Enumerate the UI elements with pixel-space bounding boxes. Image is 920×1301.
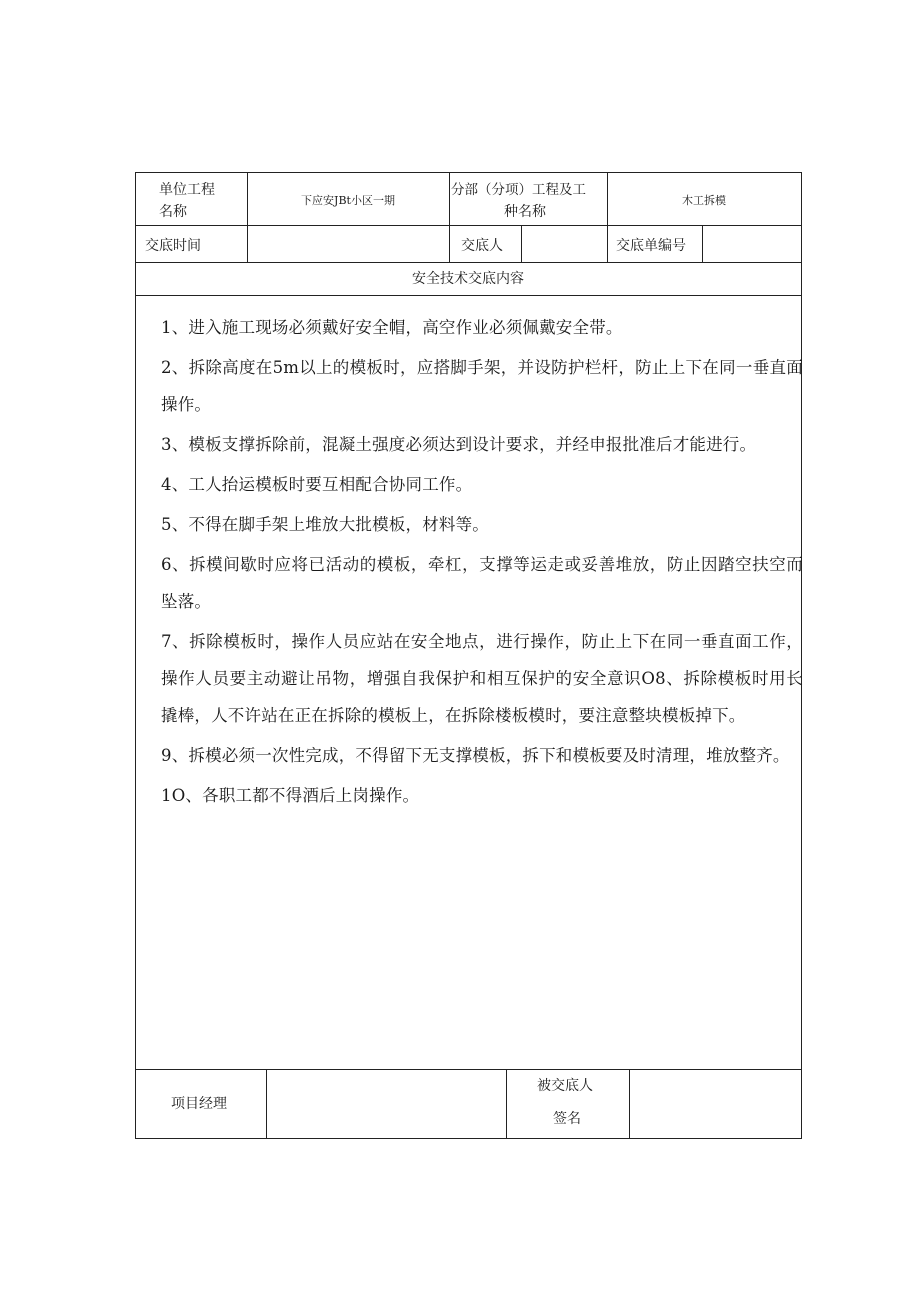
sub-project-value[interactable]: 木工拆模 (682, 194, 726, 207)
content-item-6: 6、拆模间歇时应将已活动的模板，牵杠，支撑等运走或妥善堆放，防止因踏空扶空而坠落。 (161, 555, 803, 611)
safety-content-list (161, 309, 803, 814)
content-item-1: 1、进入施工现场必须戴好安全帽，高空作业必须佩戴安全带。 (161, 318, 623, 337)
row-divider-3 (135, 295, 801, 296)
content-item-4: 4、工人抬运模板时要互相配合协同工作。 (161, 475, 473, 494)
content-item-9: 9、拆模必须一次性完成，不得留下无支撑模板，拆下和模板要及时清理，堆放整齐。 (161, 746, 790, 765)
content-item-5: 5、不得在脚手架上堆放大批模板，材料等。 (161, 515, 489, 534)
sub-project-label-line2: 种名称 (504, 204, 546, 220)
sub-project-label-line1: 分部（分项）工程及工 (451, 182, 586, 198)
project-manager-label: 项目经理 (171, 1096, 227, 1112)
unit-project-label-line2: 名称 (159, 204, 187, 220)
col-divider-f (266, 1069, 267, 1138)
col-divider-e (702, 225, 703, 262)
handover-number-label: 交底单编号 (616, 238, 686, 254)
content-item-2: 2、拆除高度在5m以上的模板时，应搭脚手架，并设防护栏杆，防止上下在同一垂直面操作。 (161, 358, 803, 414)
recipient-sign-label-line1: 被交底人 (537, 1078, 593, 1094)
content-item-10: 1O、各职工都不得酒后上岗操作。 (161, 786, 420, 805)
col-divider-g (506, 1069, 507, 1138)
col-divider-a (247, 172, 248, 262)
unit-project-value[interactable]: 下应安JBt小区一期 (301, 194, 395, 207)
section-title: 安全技术交底内容 (412, 271, 524, 287)
safety-handover-form (135, 172, 801, 1138)
content-item-7: 7、拆除模板时，操作人员应站在安全地点，进行操作，防止上下在同一垂直面工作，操作人员要主动避让吊物，增强自我保护和相互保护的安全意识O8、拆除模板时用长撬棒，人不许站在正在拆除的模板上，在拆除楼板模时，要注意整块模板掉下。 (161, 632, 803, 725)
content-item-3: 3、模板支撑拆除前，混凝土强度必须达到设计要求，并经申报批准后才能进行。 (161, 435, 757, 454)
handover-time-label: 交底时间 (145, 238, 201, 254)
col-divider-h (629, 1069, 630, 1138)
unit-project-label-line1: 单位工程 (159, 182, 215, 198)
recipient-sign-label-line2: 签名 (553, 1111, 581, 1127)
col-divider-c (607, 172, 608, 262)
handover-person-label: 交底人 (461, 238, 503, 254)
col-divider-d (521, 225, 522, 262)
row-divider-2 (135, 262, 801, 263)
row-divider-4 (135, 1069, 801, 1070)
col-divider-b (449, 172, 450, 262)
